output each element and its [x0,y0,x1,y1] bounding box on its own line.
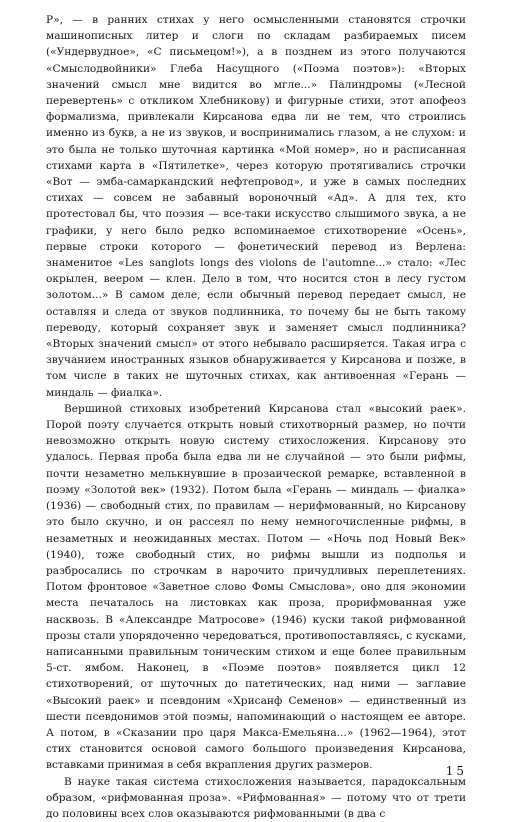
paragraph-1: Р», — в ранних стихах у него осмысленными становятся строчки машинописных литер и слоги по складам разбираемых писем («Ундервудное», «С письмецом!»), а в позднем из этого получаются «Смыслодвойники» Глеба Насущного («Поэма поэтов»): «Вторых значений смысл мне видится во мгле...» Палиндромы («Лесной перевертень» с откликом Хлебникову) и фигурные стихи, этот апофеоз формализма, привлекали Кирсанова едва ли не тем, что строились именно из букв, а не из звуков, и воспринимались глазом, а не слухом: и это была не только шуточная картинка «Мой номер», но и расписанная стихами карта в «Пятилетке», через которую протягивались строчки «Вот — эмба-самаркандский нефтепровод», и уже в самых последних стихах — совсем не забавный вороночный «Ад». А для тех, кто протестовал бы, что поэзия — все-таки искусство слышимого звука, а не графики, у него было редко вспоминаемое стихотворение «Осень», первые строки которого — фонетический перевод из Верлена: знаменитое «Les sanglots longs des violons de l'automne...» стало: «Лес окрылен, веером — клен. Дело в том, что носится стон в лесу густом золотом...» В самом деле, если обычный перевод передает смысл, не оставляя и следа от звуков подлинника, то почему бы не быть такому переводу, который сохраняет звук и заменяет смысл подлинника? «Вторых значений смысл» от этого небывало расширяется. Такая игра с звучанием иностранных языков обнаруживается у Кирсанова и позже, в том числе в таких не шуточных стихах, как антивоенная «Герань — миндаль — фиалка». [46,14,466,399]
page-body [46,12,466,822]
paragraph-3: В науке такая система стихосложения называется, парадоксальным образом, «рифмованная проза». «Рифмованная» — потому что от трети до половины всех слов оказываются рифмованными (в два с [46,775,466,820]
paragraph-2: Вершиной стиховых изобретений Кирсанова стал «высокий раек». Порой поэту случается открыть новый стихотворный размер, но почти невозможно открыть новую систему стихосложения. Кирсанову это удалось. Первая проба была едва ли не случайной — это были рифмы, почти незаметно мелькнувшие в прозаической ремарке, вставленной в поэму «Золотой век» (1932). Потом была «Герань — миндаль — фиалка» (1936) — свободный стих, по правилам — нерифмованный, но Кирсанову это было скучно, и он рассеял по нему немногочисленные рифмы, в незаметных и неожиданных местах. Потом — «Ночь под Новый Век» (1940), тоже свободный стих, но рифмы вышли из подполья и разбросались по строчкам в нарочито причудливых переплетениях. Потом фронтовое «Заветное слово Фомы Смыслова», оно для экономии места печаталось на листовках как проза, прорифмованная уже насквозь. В «Александре Матросове» (1946) куски такой рифмованной прозы стали упорядоченно чередоваться, противопоставляясь, с кусками, написанными правильным тоническим стихом и еще более правильным 5-ст. ямбом. Наконец, в «Поэме поэтов» появляется цикл 12 стихотворений, от шуточных до патетических, над ними — заглавие «Высокий раек» и псевдоним «Хрисанф Семенов» — единственный из шести псевдонимов этой поэмы, напоминающий о настоящем ее авторе. А потом, в «Сказании про царя Макса-Емельяна...» (1962—1964), этот стих становится основой самого большого произведения Кирсанова, вставками принимая в себя вкрапления других размеров. [46,402,466,772]
page-number: 15 [445,764,467,778]
